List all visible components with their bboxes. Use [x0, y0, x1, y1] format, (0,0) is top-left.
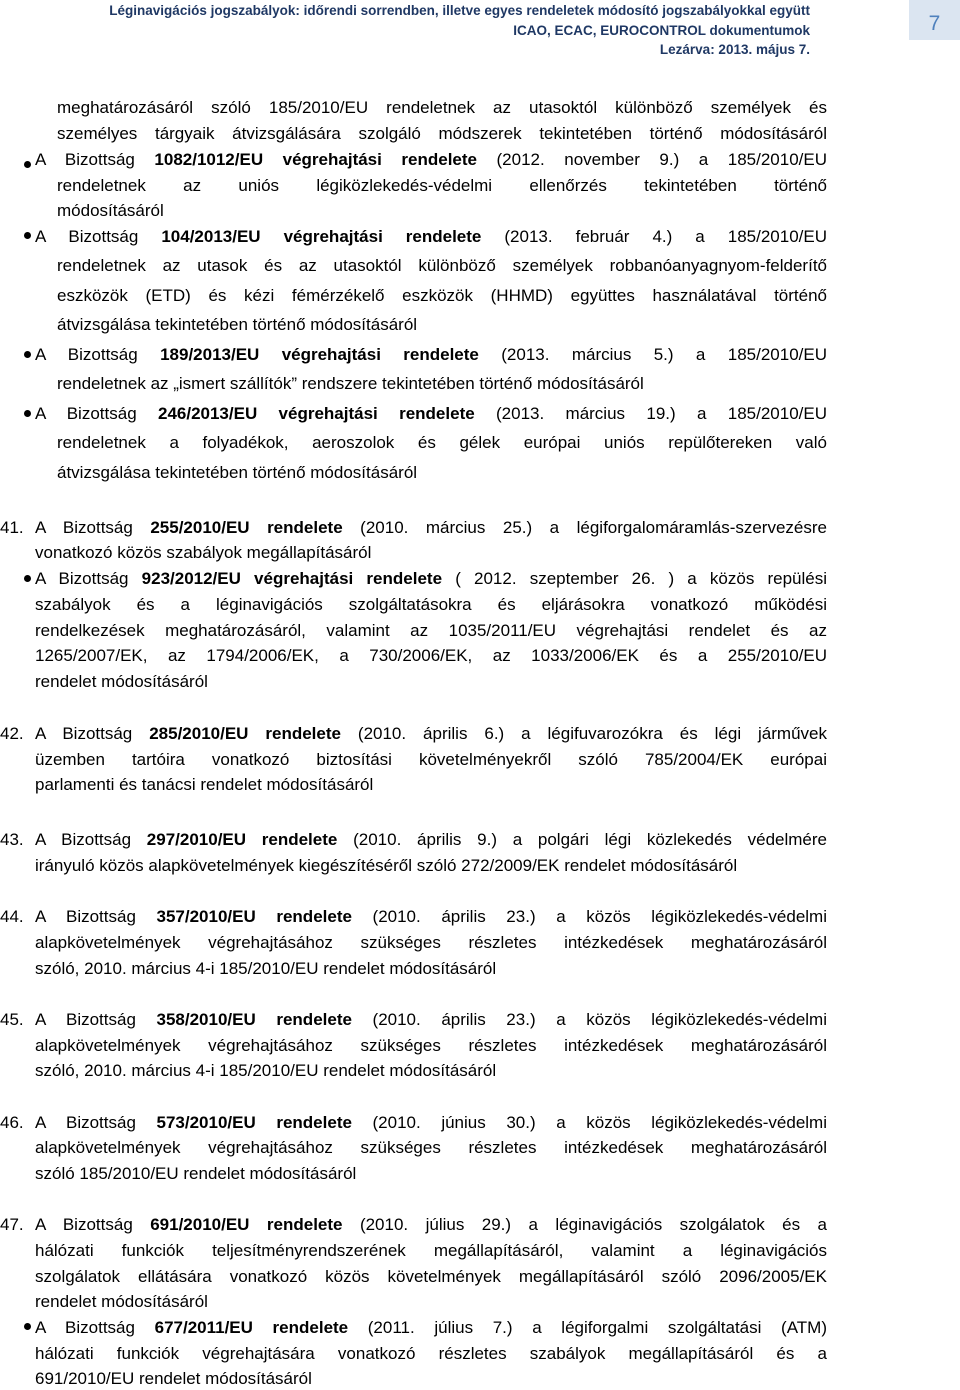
- bullet-icon: [24, 575, 31, 582]
- text-line: eszközök (ETD) és kézi fémérzékelő eszközök (HHMD) együttes használatával történő: [57, 286, 827, 305]
- text-line: szolgálatok ellátására vonatkozó közös követelmények megállapításáról szóló 2096/2005/EK: [35, 1267, 827, 1286]
- bullet-icon: [24, 161, 31, 168]
- text-line: rendeletnek az utasok és az utasoktól különböző személyek robbanóanyagnyom-felderítő: [57, 256, 827, 275]
- regulation-ref: 285/2010/EU rendelete: [149, 724, 341, 743]
- text-line: 691/2010/EU rendelet módosításáról: [35, 1369, 312, 1388]
- text-line: 1265/2007/EK, az 1794/2006/EK, a 730/2006/EK, az 1033/2006/EK és a 255/2010/EU: [35, 646, 827, 665]
- regulation-ref: 691/2010/EU rendelete: [150, 1215, 343, 1234]
- item-number: 46.: [0, 1113, 24, 1132]
- regulation-ref: 255/2010/EU rendelete: [150, 518, 343, 537]
- bullet-icon: [24, 1323, 31, 1330]
- text-line: üzemben tartóira vonatkozó biztosítási követelményekről szóló 785/2004/EK európai: [35, 750, 827, 769]
- regulation-ref: 104/2013/EU végrehajtási rendelete: [161, 227, 482, 246]
- text-line: rendelkezések meghatározásáról, valamint az 1035/2011/EU végrehajtási rendelet és az: [35, 621, 827, 640]
- text-line: szóló, 2010. március 4-i 185/2010/EU rendelet módosításáról: [35, 959, 497, 978]
- list-item: A Bizottság 677/2011/EU rendelete (2011. július 7.) a légiforgalmi szolgáltatási (ATM): [35, 1318, 827, 1337]
- regulation-ref: 246/2013/EU végrehajtási rendelete: [157, 404, 475, 423]
- bullet-icon: [24, 232, 31, 239]
- text-line: alapkövetelmények végrehajtásához szükséges részletes intézkedések meghatározásáról: [35, 1138, 827, 1157]
- item-number: 41.: [0, 518, 24, 537]
- header-title: Léginavigációs jogszabályok: időrendi sorrendben, illetve egyes rendeletek módosító jogszabályokkal együtt: [109, 3, 810, 18]
- item-number: 42.: [0, 724, 24, 743]
- text-line: szabályok és a léginavigációs szolgáltatásokra és eljárásokra vonatkozó működési: [35, 595, 827, 614]
- item-number: 43.: [0, 830, 24, 849]
- regulation-ref: 358/2010/EU rendelete: [156, 1010, 352, 1029]
- text-line: hálózati funkciók végrehajtására vonatkozó részletes szabályok megállapításáról és a: [35, 1344, 827, 1363]
- item-number: 47.: [0, 1215, 24, 1234]
- bullet-icon: [24, 351, 31, 358]
- list-item: A Bizottság 246/2013/EU végrehajtási rendelete (2013. március 19.) a 185/2010/EU: [35, 404, 828, 423]
- header-subtitle: ICAO, ECAC, EUROCONTROL dokumentumok: [513, 22, 810, 38]
- text-line: átvizsgálása tekintetében történő módosításáról: [57, 315, 418, 334]
- bullet-icon: [24, 410, 31, 417]
- regulation-ref: 297/2010/EU rendelete: [146, 830, 338, 849]
- text-line: személyes tárgyaik átvizsgálására szolgáló módszerek tekintetében történő módosításáról: [57, 124, 827, 143]
- regulation-ref: 1082/1012/EU végrehajtási rendelete: [154, 150, 477, 169]
- text-line: módosításáról: [57, 201, 164, 220]
- list-item: A Bizottság 691/2010/EU rendelete (2010. július 29.) a léginavigációs szolgálatok és a: [35, 1215, 827, 1234]
- list-item: A Bizottság 357/2010/EU rendelete (2010. április 23.) a közös légiközlekedés-védelmi: [35, 907, 827, 926]
- item-number: 45.: [0, 1010, 24, 1029]
- regulation-ref: 357/2010/EU rendelete: [156, 907, 352, 926]
- page-header: [0, 0, 960, 60]
- text-line: szóló 185/2010/EU rendelet módosításáról: [35, 1164, 357, 1183]
- regulation-ref: 189/2013/EU végrehajtási rendelete: [160, 345, 479, 364]
- list-item: A Bizottság 255/2010/EU rendelete (2010. március 25.) a légiforgalomáramlás-szervezésre: [35, 518, 827, 537]
- text-line: alapkövetelmények végrehajtásához szükséges részletes intézkedések meghatározásáról: [35, 1036, 827, 1055]
- item-number: 44.: [0, 907, 24, 926]
- regulation-ref: 677/2011/EU rendelete: [154, 1318, 349, 1337]
- header-date: Lezárva: 2013. május 7.: [659, 42, 810, 57]
- list-item: A Bizottság 189/2013/EU végrehajtási rendelete (2013. március 5.) a 185/2010/EU: [35, 345, 827, 364]
- text-line: rendelet módosításáról: [35, 672, 208, 691]
- text-line: rendeletnek az uniós légiközlekedés-védelmi ellenőrzés tekintetében történő: [57, 176, 827, 195]
- text-line: alapkövetelmények végrehajtásához szükséges részletes intézkedések meghatározásáról: [35, 933, 827, 952]
- list-item: A Bizottság 285/2010/EU rendelete (2010. április 6.) a légifuvarozókra és légi járművek: [35, 724, 827, 743]
- list-item: A Bizottság 573/2010/EU rendelete (2010. június 30.) a közös légiközlekedés-védelmi: [35, 1113, 827, 1132]
- list-item: A Bizottság 104/2013/EU végrehajtási rendelete (2013. február 4.) a 185/2010/EU: [35, 227, 827, 246]
- text-line: hálózati funkciók teljesítményrendszerének megállapításáról, valamint a léginavigációs: [35, 1241, 827, 1260]
- list-item: A Bizottság 358/2010/EU rendelete (2010. április 23.) a közös légiközlekedés-védelmi: [35, 1010, 827, 1029]
- list-item: A Bizottság 923/2012/EU végrehajtási rendelete ( 2012. szeptember 26. ) a közös repülési: [35, 569, 828, 588]
- page-number: 7: [909, 0, 960, 40]
- text-line: rendelet módosításáról: [35, 1292, 208, 1311]
- list-item: A Bizottság 1082/1012/EU végrehajtási rendelete (2012. november 9.) a 185/2010/EU: [35, 150, 827, 169]
- text-line: szóló, 2010. március 4-i 185/2010/EU rendelet módosításáról: [35, 1061, 497, 1080]
- text-line: rendeletnek az „ismert szállítók” rendszere tekintetében történő módosításáról: [57, 374, 644, 393]
- text-line: meghatározásáról szóló 185/2010/EU rendeletnek az utasoktól különböző személyek és: [57, 98, 827, 117]
- regulation-ref: 573/2010/EU rendelete: [156, 1113, 352, 1132]
- text-line: rendeletnek a folyadékok, aeroszolok és gélek európai uniós repülőtereken való: [57, 433, 827, 452]
- text-line: parlamenti és tanácsi rendelet módosításáról: [35, 775, 374, 794]
- regulation-ref: 923/2012/EU végrehajtási rendelete: [141, 569, 443, 588]
- text-line: vonatkozó közös szabályok megállapításáról: [35, 543, 372, 562]
- text-line: irányuló közös alapkövetelmények kiegészítéséről szóló 272/2009/EK rendelet módosításáról: [35, 856, 738, 875]
- text-line: átvizsgálása tekintetében történő módosításáról: [57, 463, 418, 482]
- header-text: [109, 1, 810, 60]
- list-item: A Bizottság 297/2010/EU rendelete (2010. április 9.) a polgári légi közlekedés védelmére: [35, 830, 827, 849]
